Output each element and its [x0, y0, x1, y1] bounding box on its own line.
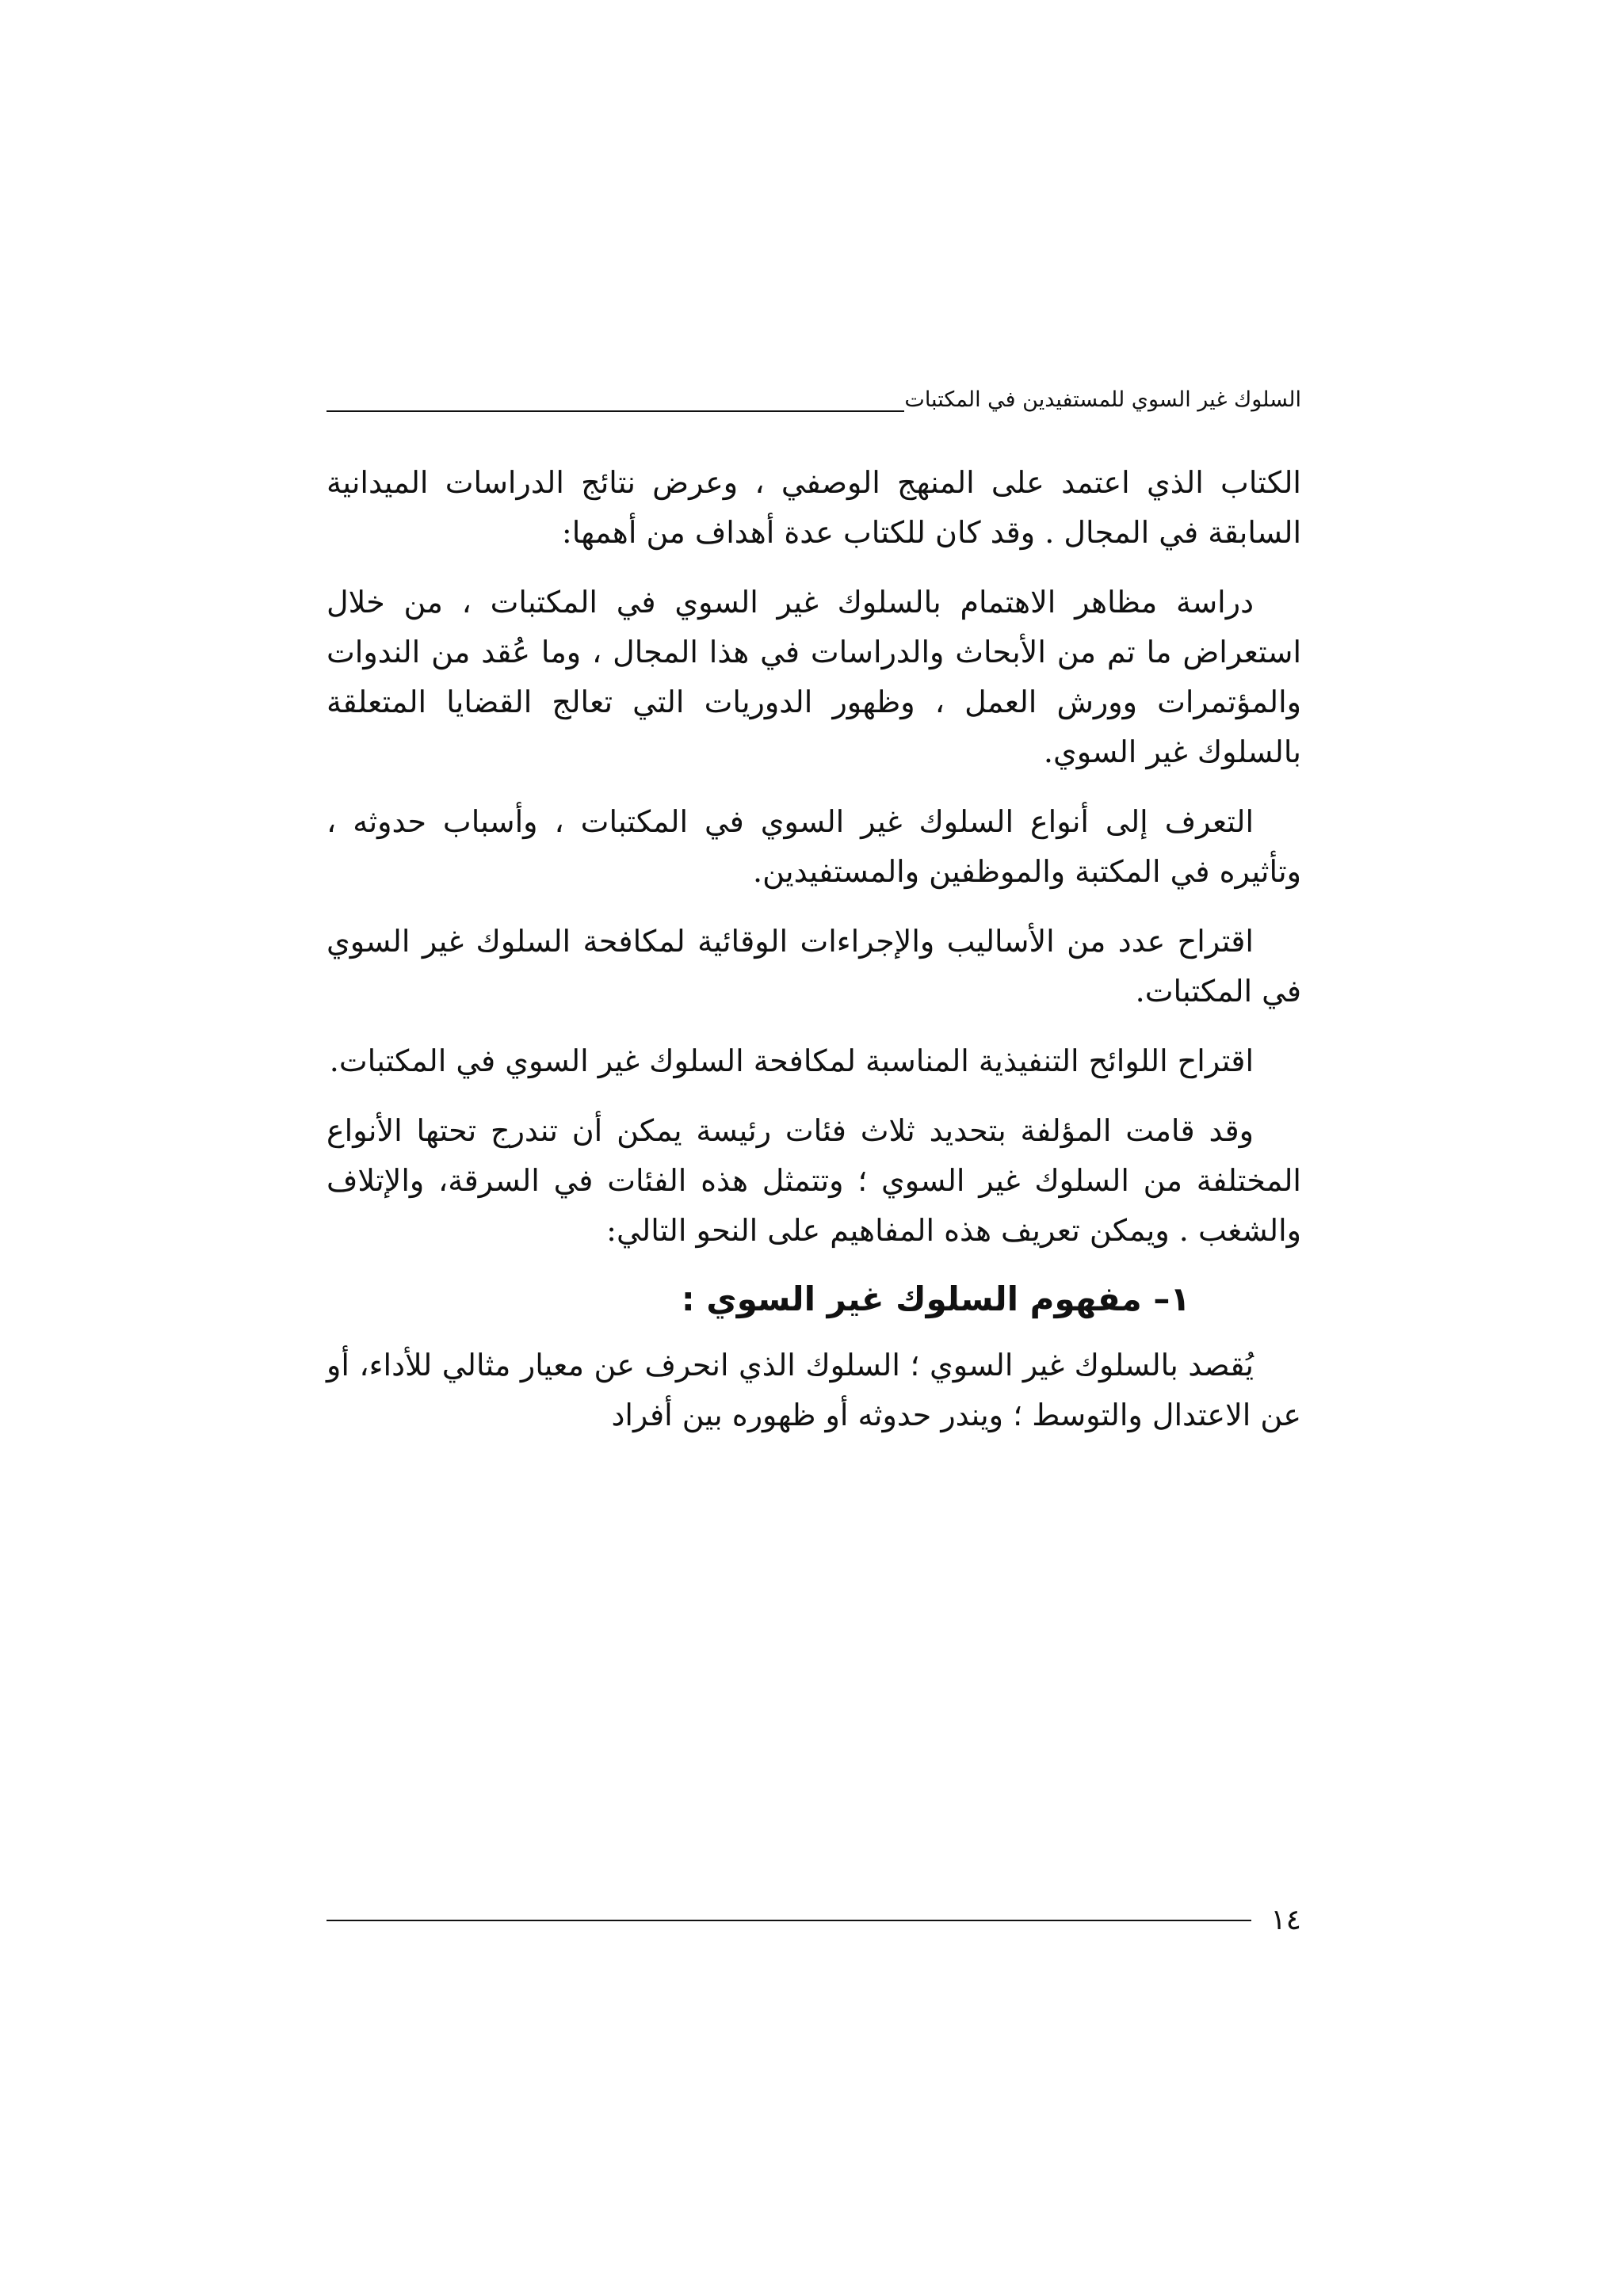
- paragraph-categories: وقد قامت المؤلفة بتحديد ثلاث فئات رئيسة يمكن أن تندرج تحتها الأنواع المختلفة من السلوك غير السوي ؛ وتتمثل هذه الفئات في السرقة، والإتلاف والشغب . ويمكن تعريف هذه المفاهيم على النحو التالي:: [327, 1113, 1301, 1248]
- page-body: [327, 458, 1301, 1460]
- paragraph-goal-2: التعرف إلى أنواع السلوك غير السوي في المكتبات ، وأسباب حدوثه ، وتأثيره في المكتبة والموظفين والمستفيدين.: [327, 804, 1301, 889]
- paragraph-definition: يُقصد بالسلوك غير السوي ؛ السلوك الذي انحرف عن معيار مثالي للأداء، أو عن الاعتدال والتوسط ؛ ويندر حدوثه أو ظهوره بين أفراد: [327, 1348, 1301, 1432]
- footer-rule: [327, 1920, 1251, 1921]
- paragraph-goal-3: اقتراح عدد من الأساليب والإجراءات الوقائية لمكافحة السلوك غير السوي في المكتبات.: [327, 924, 1301, 1009]
- paragraph-intro: الكتاب الذي اعتمد على المنهج الوصفي ، وعرض نتائج الدراسات الميدانية السابقة في المجال . وقد كان للكتاب عدة أهداف من أهمها:: [327, 465, 1301, 550]
- section-heading: ١– مفهوم السلوك غير السوي :: [681, 1280, 1190, 1318]
- running-header: [327, 377, 1301, 415]
- header-rule: [327, 410, 904, 412]
- page-footer: [327, 1905, 1301, 1936]
- paragraph-goal-4: اقتراح اللوائح التنفيذية المناسبة لمكافحة السلوك غير السوي في المكتبات.: [329, 1043, 1254, 1078]
- running-header-title: السلوك غير السوي للمستفيدين في المكتبات: [904, 387, 1301, 412]
- page-number: ١٤: [1270, 1904, 1301, 1936]
- paragraph-goal-1: دراسة مظاهر الاهتمام بالسلوك غير السوي في المكتبات ، من خلال استعراض ما تم من الأبحاث والدراسات في هذا المجال ، وما عُقد من الندوات والمؤتمرات وورش العمل ، وظهور الدوريات التي تعالج القضايا المتعلقة بالسلوك غير السوي.: [327, 585, 1301, 769]
